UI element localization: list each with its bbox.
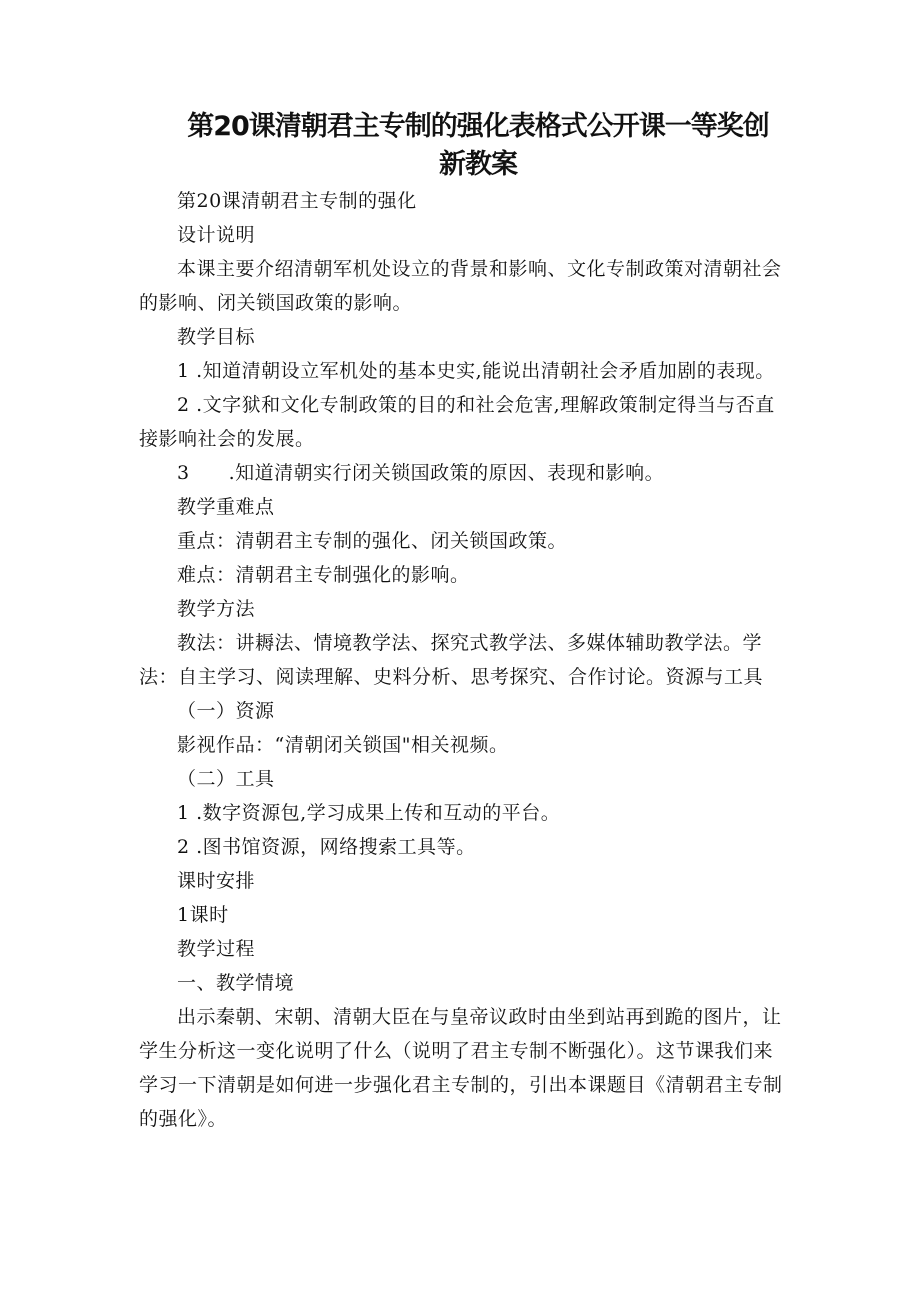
subheading-tools: （二）工具 bbox=[177, 768, 275, 790]
objective-item: 2 .文字狱和文化专制政策的目的和社会危害,理解政策制定得当与否直接影响社会的发展。 bbox=[139, 394, 775, 450]
document-body bbox=[139, 184, 791, 1136]
section-heading-methods: 教学方法 bbox=[177, 598, 256, 620]
paragraph-methods: 教法：讲耨法、情境教学法、探究式教学法、多媒体辅助教学法。学法：自主学习、阅读理解、史料分析、思考探究、合作讨论。资源与工具 bbox=[139, 632, 764, 688]
section-heading-schedule: 课时安排 bbox=[177, 870, 256, 892]
paragraph-design: 本课主要介绍清朝军机处设立的背景和影响、文化专制政策对清朝社会的影响、闭关锁国政策的影响。 bbox=[139, 258, 782, 314]
document-title: 第20课清朝君主专制的强化表格式公开课一等奖创新教案 bbox=[187, 111, 769, 180]
section-heading-key-points: 教学重难点 bbox=[177, 496, 275, 518]
difficult-point: 难点：清朝君主专制强化的影响。 bbox=[177, 564, 470, 586]
paragraph-context: 出示秦朝、宋朝、清朝大臣在与皇帝议政时由坐到站再到跪的图片，让学生分析这一变化说明了什么（说明了君主专制不断强化）。这节课我们来学习一下清朝是如何进一步强化君主专制的，引出本课题目《清朝君主专制的强化》。 bbox=[139, 1006, 783, 1130]
schedule-value: 1课时 bbox=[177, 904, 229, 926]
objective-item: 1 .知道清朝设立军机处的基本史实,能说出清朝社会矛盾加剧的表现。 bbox=[177, 360, 775, 382]
tool-item: 1 .数字资源包,学习成果上传和互动的平台。 bbox=[177, 802, 561, 824]
subheading-resources: （一）资源 bbox=[177, 700, 275, 722]
key-point: 重点：清朝君主专制的强化、闭关锁国政策。 bbox=[177, 530, 568, 552]
section-heading-process: 教学过程 bbox=[177, 938, 256, 960]
lesson-heading: 第20课清朝君主专制的强化 bbox=[177, 190, 417, 212]
resource-item: 影视作品：“清朝闭关锁国"相关视频。 bbox=[177, 734, 509, 756]
section-heading-objectives: 教学目标 bbox=[177, 326, 256, 348]
subheading-context: 一、教学情境 bbox=[177, 972, 295, 994]
objective-item: 3 .知道清朝实行闭关锁国政策的原因、表现和影响。 bbox=[177, 462, 665, 484]
section-heading-design: 设计说明 bbox=[177, 224, 256, 246]
tool-item: 2 .图书馆资源，网络搜索工具等。 bbox=[177, 836, 476, 858]
